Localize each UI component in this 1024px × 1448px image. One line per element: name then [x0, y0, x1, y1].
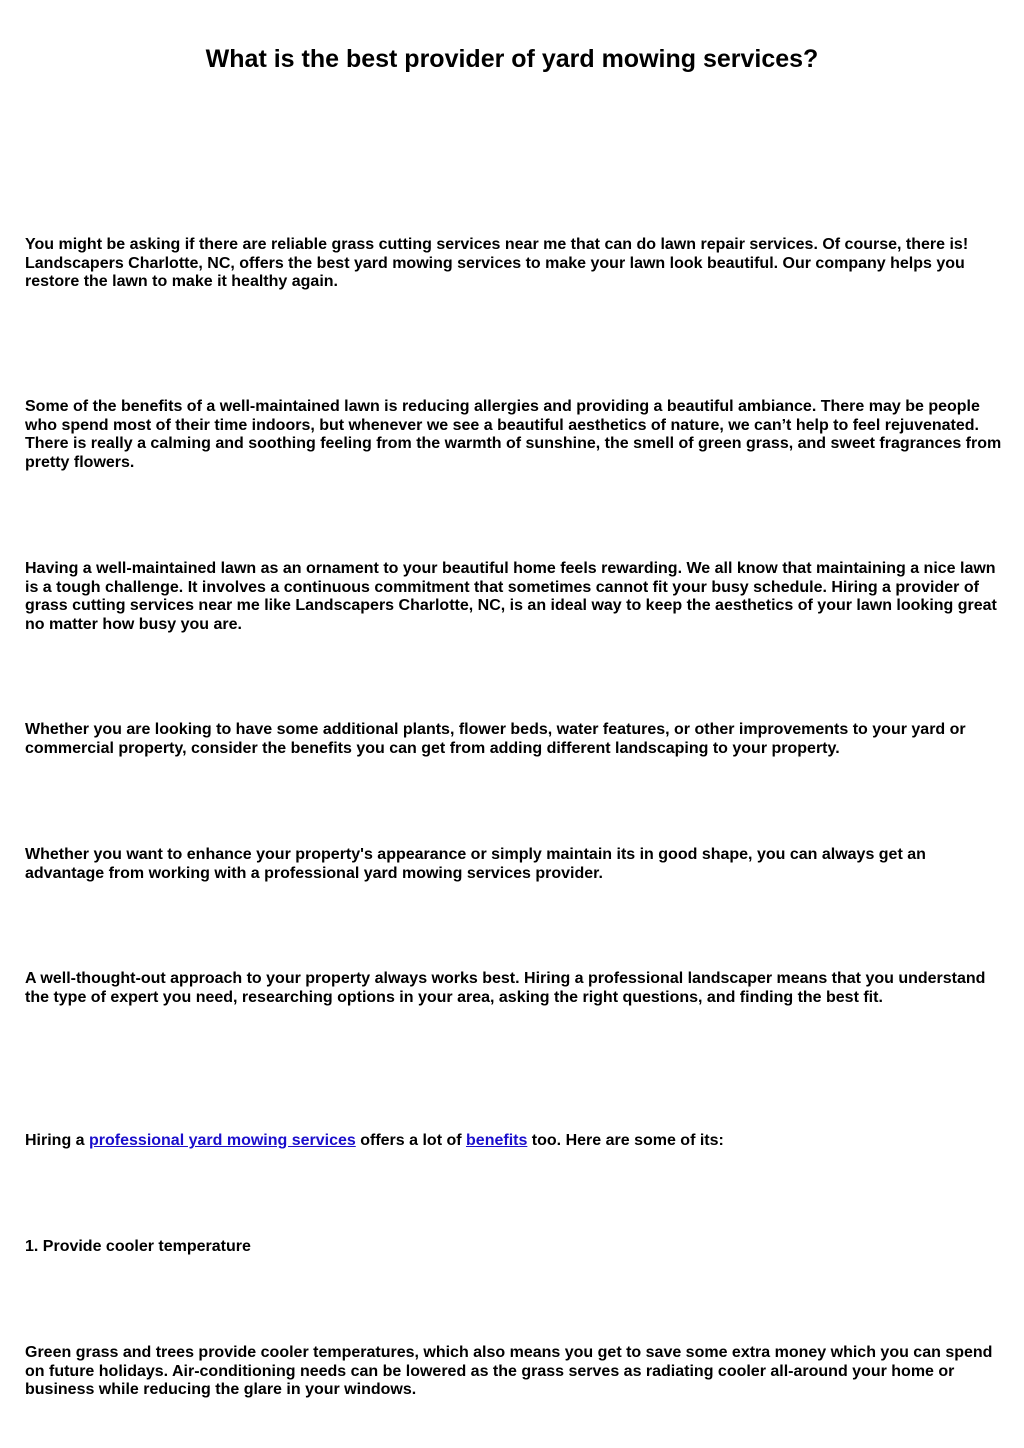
hiring-text-before: Hiring a — [25, 1132, 90, 1149]
improvements-paragraph: Whether you are looking to have some additional plants, flower beds, water features, or other improvements to your yard or commercial property, consider the benefits you can get from adding different landscaping to your property. — [25, 721, 966, 757]
list-item-cooler-temperature: 1. Provide cooler temperature — [25, 1238, 251, 1255]
benefits-link[interactable]: benefits — [466, 1132, 528, 1149]
page-title: What is the best provider of yard mowing services? — [205, 45, 819, 73]
hiring-text-middle: offers a lot of — [355, 1132, 467, 1149]
appearance-paragraph: Whether you want to enhance your property's appearance or simply maintain its in good shape, you can always get an advantage from working with a professional yard mowing services provider. — [25, 846, 926, 882]
cooler-temperature-paragraph: Green grass and trees provide cooler temperatures, which also means you get to save some extra money which you can spend on future holidays. Air-conditioning needs can be lowered as the grass serves as radiating cooler all-around your home or business while reducing the glare in your windows. — [25, 1344, 993, 1398]
hiring-text-after: too. Here are some of its: — [527, 1132, 724, 1149]
benefits-paragraph: Some of the benefits of a well-maintained lawn is reducing allergies and providing a beautiful ambiance. There may be people who spend most of their time indoors, but whenever we see a beautiful aesthetics of nature, we can’t help to feel rejuvenated. There is really a calming and soothing feeling from the warmth of sunshine, the smell of green grass, and sweet fragrances from pretty flowers. — [25, 398, 1002, 471]
maintenance-paragraph: Having a well-maintained lawn as an ornament to your beautiful home feels rewarding. We all know that maintaining a nice lawn is a tough challenge. It involves a continuous commitment that sometimes cannot fit your busy schedule. Hiring a provider of grass cutting services near me like Landscapers Charlotte, NC, is an ideal way to keep the aesthetics of your lawn looking great no matter how busy you are. — [25, 560, 997, 633]
approach-paragraph: A well-thought-out approach to your property always works best. Hiring a professional landscaper means that you understand the type of expert you need, researching options in your area, asking the right questions, and finding the best fit. — [25, 970, 986, 1006]
professional-yard-mowing-services-link[interactable]: professional yard mowing services — [89, 1132, 356, 1149]
hiring-paragraph — [25, 1132, 1005, 1151]
intro-paragraph: You might be asking if there are reliable grass cutting services near me that can do lawn repair services. Of course, there is! Landscapers Charlotte, NC, offers the best yard mowing services to make your lawn look beautiful. Our company helps you restore the lawn to make it healthy again. — [25, 236, 969, 290]
